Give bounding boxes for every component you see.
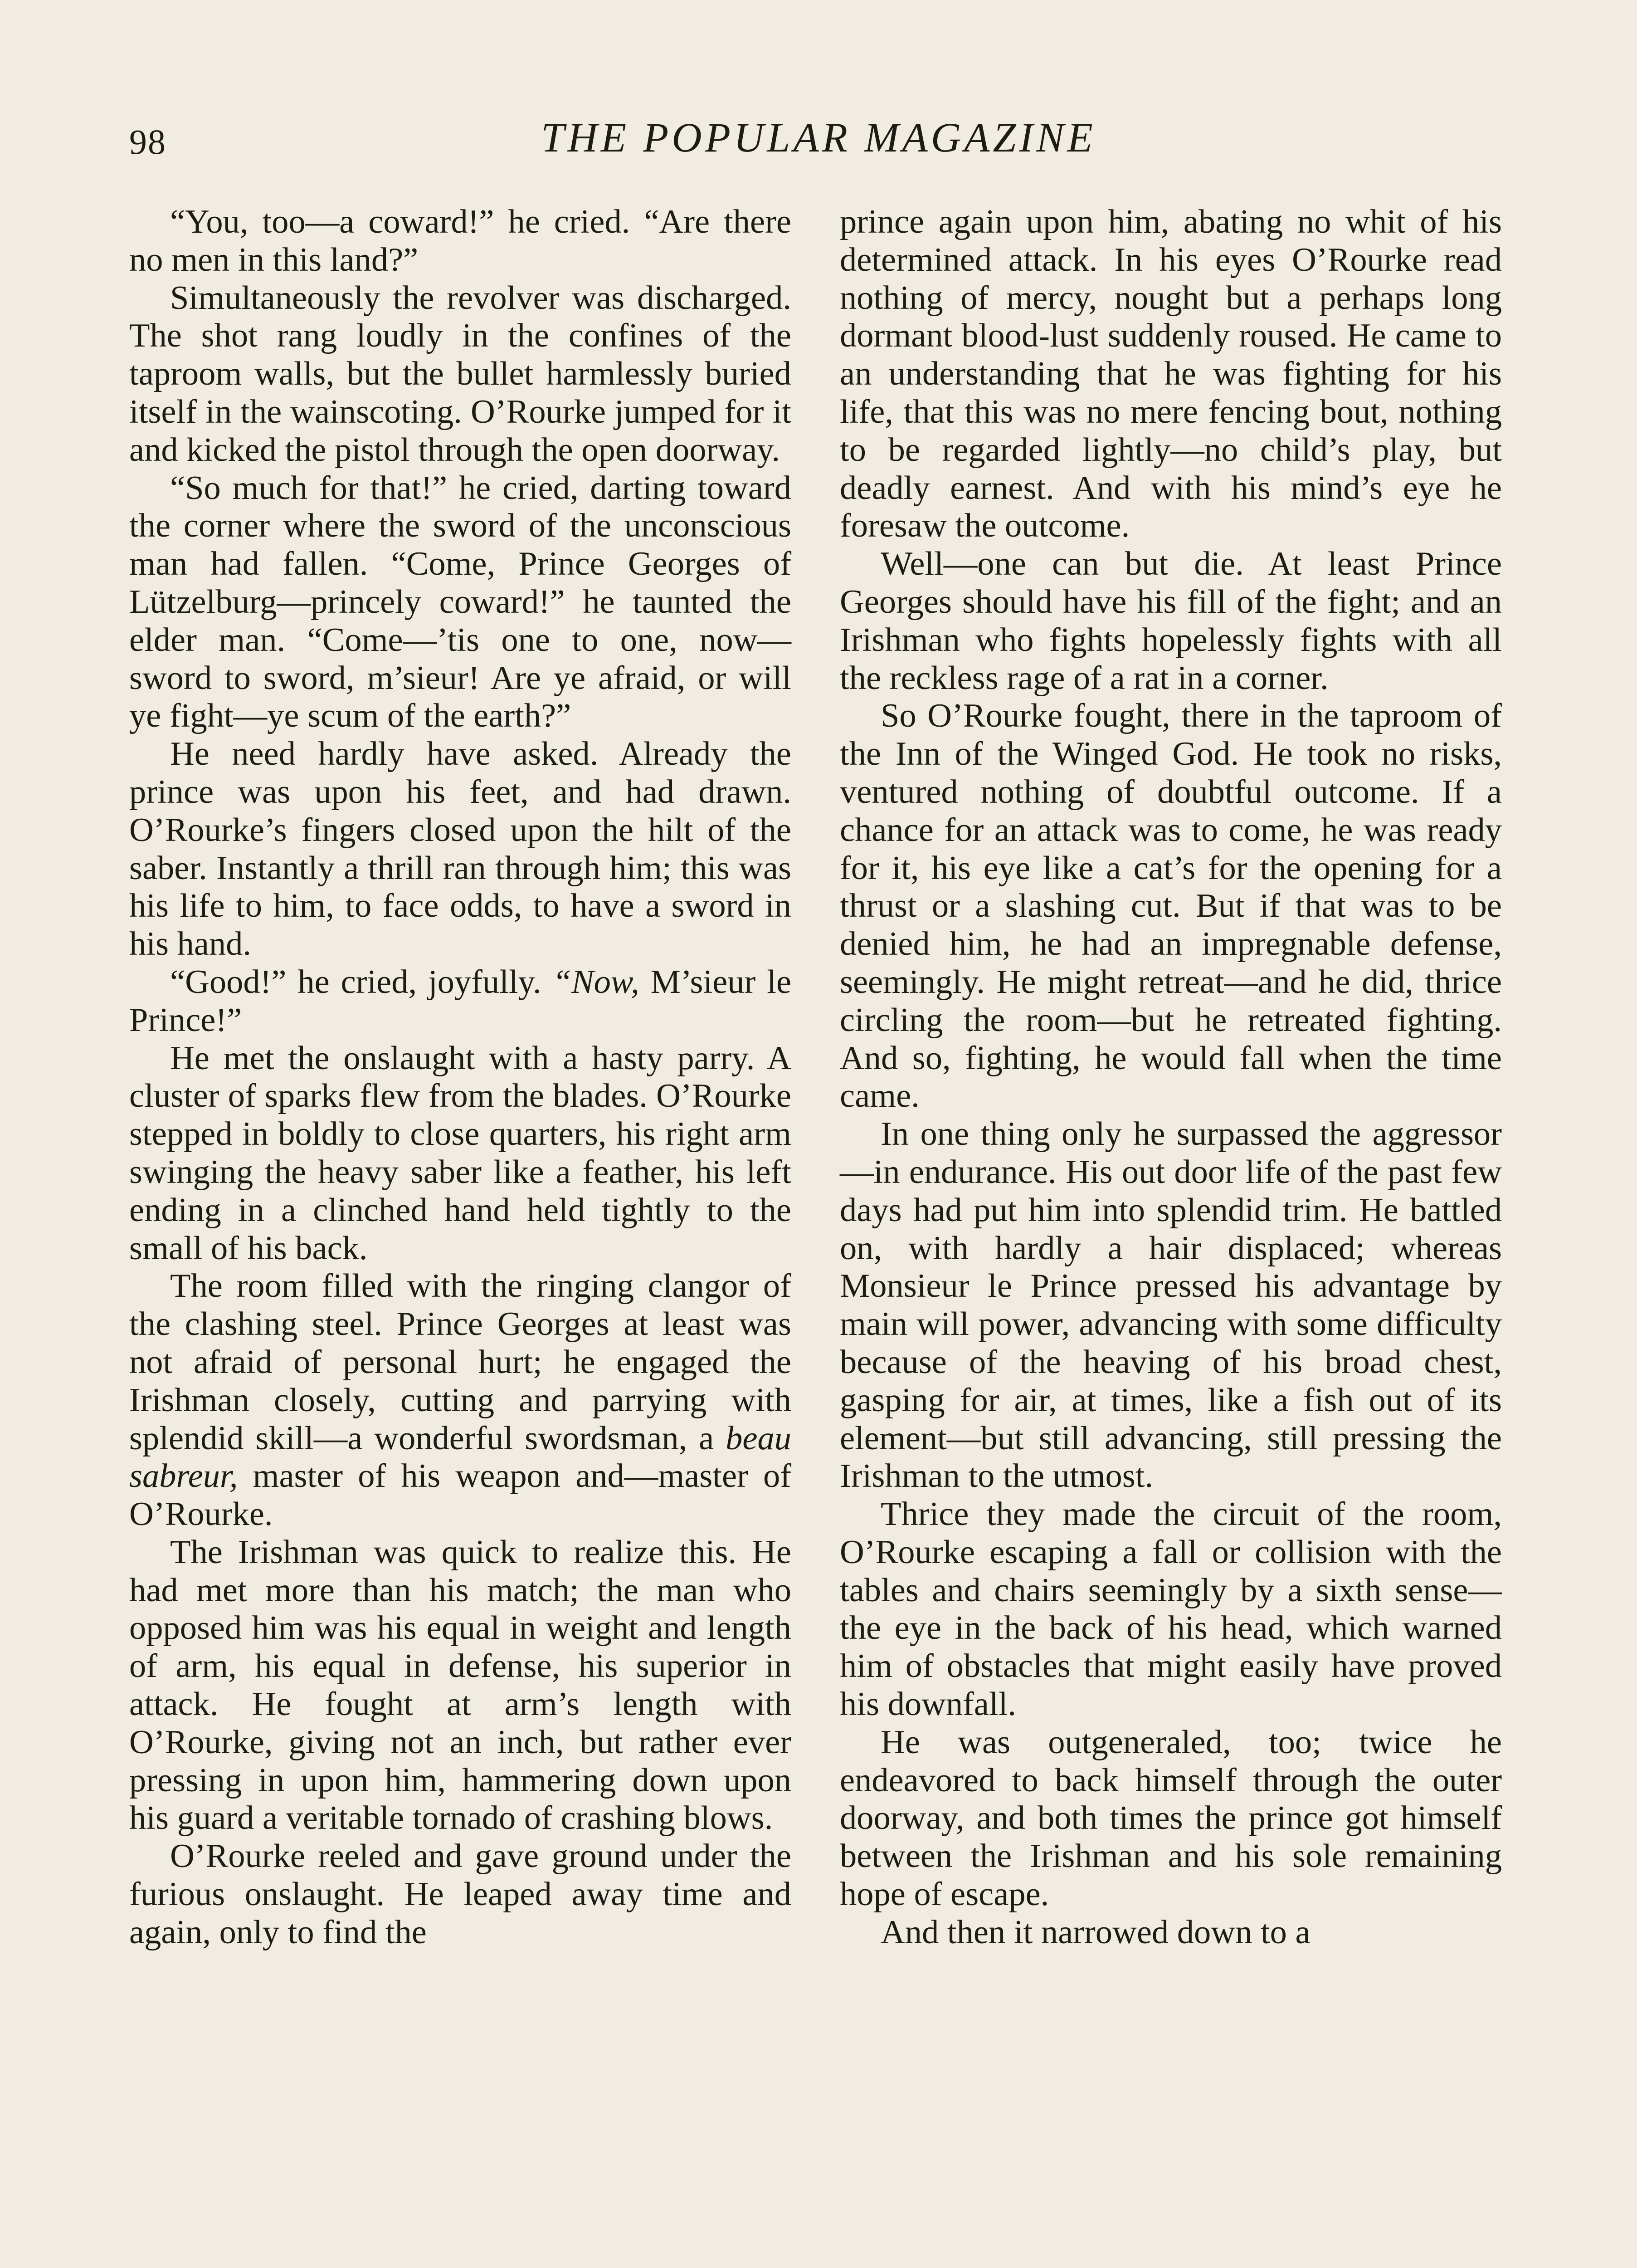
paragraph: He met the onslaught with a hasty parry. A cluster of sparks flew from the blades. O’Rourke stepped in boldly to close quarters, his right arm swinging the heavy saber like a feather, his left ending in a clinched hand held tightly to the small of his back. [129, 1039, 791, 1267]
paragraph: He need hardly have asked. Already the prince was upon his feet, and had drawn. O’Rourke’s fingers closed upon the hilt of the saber. Instantly a thrill ran through him; this was his life to him, to face odds, to have a sword in his hand. [129, 735, 791, 963]
paragraph-text: M’sieur le Prince!” [129, 963, 792, 1039]
paragraph-text: The room filled with the ringing clangor of the clashing steel. Prince Georges at least was not afraid of personal hurt; he engaged the Irishman closely, cutting and parrying with splendid skill—a wonderful swordsman, a [129, 1267, 791, 1457]
paragraph: And then it narrowed down to a [881, 1913, 1311, 1951]
paragraph-continued: prince again upon him, abating no whit of his determined attack. In his eyes O’Rourke read nothing of mercy, nought but a perhaps long dormant blood-lust suddenly roused. He came to an understanding that he was fighting for his life, that this was no mere fencing bout, nothing to be regarded lightly—no child’s play, but deadly earnest. And with his mind’s eye he foresaw the outcome. [840, 203, 1502, 545]
page-header [129, 113, 1508, 172]
paragraph: He was outgeneraled, too; twice he endeavored to back himself through the outer doorway, and both times the prince got himself between the Irishman and his sole remaining hope of escape. [840, 1723, 1502, 1913]
running-title: THE POPULAR MAGAZINE [541, 114, 1096, 161]
paragraph: Simultaneously the revolver was discharged. The shot rang loudly in the confines of the taproom walls, but the bullet harmlessly buried itself in the wainscoting. O’Rourke jumped for it and kicked the pistol through the open doorway. [129, 279, 791, 469]
paragraph [129, 963, 791, 1040]
italic-text: beau sabreur, [129, 1419, 791, 1495]
right-column [840, 203, 1502, 2268]
paragraph [129, 1267, 791, 1534]
italic-text: “Now, [552, 963, 639, 1001]
paragraph: Thrice they made the circuit of the room, O’Rourke escaping a fall or collision with the tables and chairs seemingly by a sixth sense—the eye in the back of his head, which warned him of obstacles that might easily have proved his downfall. [840, 1496, 1502, 1723]
page-number: 98 [129, 122, 166, 161]
paragraph: O’Rourke reeled and gave ground under the furious onslaught. He leaped away time and again, only to find the [129, 1838, 791, 1951]
paragraph: “So much for that!” he cried, darting toward the corner where the sword of the unconscious man had fallen. “Come, Prince Georges of Lützelburg—princely coward!” he taunted the elder man. “Come—’tis one to one, now—sword to sword, m’sieur! Are ye afraid, or will ye fight—ye scum of the earth?” [129, 469, 791, 735]
paragraph: So O’Rourke fought, there in the taproom of the Inn of the Winged God. He took no risks, ventured nothing of doubtful outcome. If a chance for an attack was to come, he was ready for it, his eye like a cat’s for the opening for a thrust or a slashing cut. But if that was to be denied him, he had an impregnable defense, seemingly. He might retreat—and he did, thrice circling the room—but he retreated fighting. And so, fighting, he would fall when the time came. [840, 697, 1502, 1115]
paragraph-text: master of his weapon and—master of O’Rourke. [129, 1457, 791, 1533]
paragraph: Well—one can but die. At least Prince Georges should have his fill of the fight; and an Irishman who fights hopelessly fights with all the reckless rage of a rat in a corner. [840, 545, 1502, 697]
left-column [129, 203, 791, 2268]
paragraph: The Irishman was quick to realize this. He had met more than his match; the man who opposed him was his equal in weight and length of arm, his equal in defense, his superior in attack. He fought at arm’s length with O’Rourke, giving not an inch, but rather ever pressing in upon him, hammering down upon his guard a veritable tornado of crashing blows. [129, 1533, 791, 1837]
paragraph: “You, too—a coward!” he cried. “Are there no men in this land?” [129, 203, 791, 279]
paragraph: In one thing only he surpassed the aggressor—in endurance. His out door life of the past few days had put him into splendid trim. He battled on, with hardly a hair displaced; whereas Monsieur le Prince pressed his advantage by main will power, advancing with some difficulty because of the heaving of his broad chest, gasping for air, at times, like a fish out of its element—but still advancing, still pressing the Irishman to the utmost. [840, 1115, 1502, 1495]
paragraph-text: “Good!” he cried, joyfully. [170, 963, 541, 1001]
